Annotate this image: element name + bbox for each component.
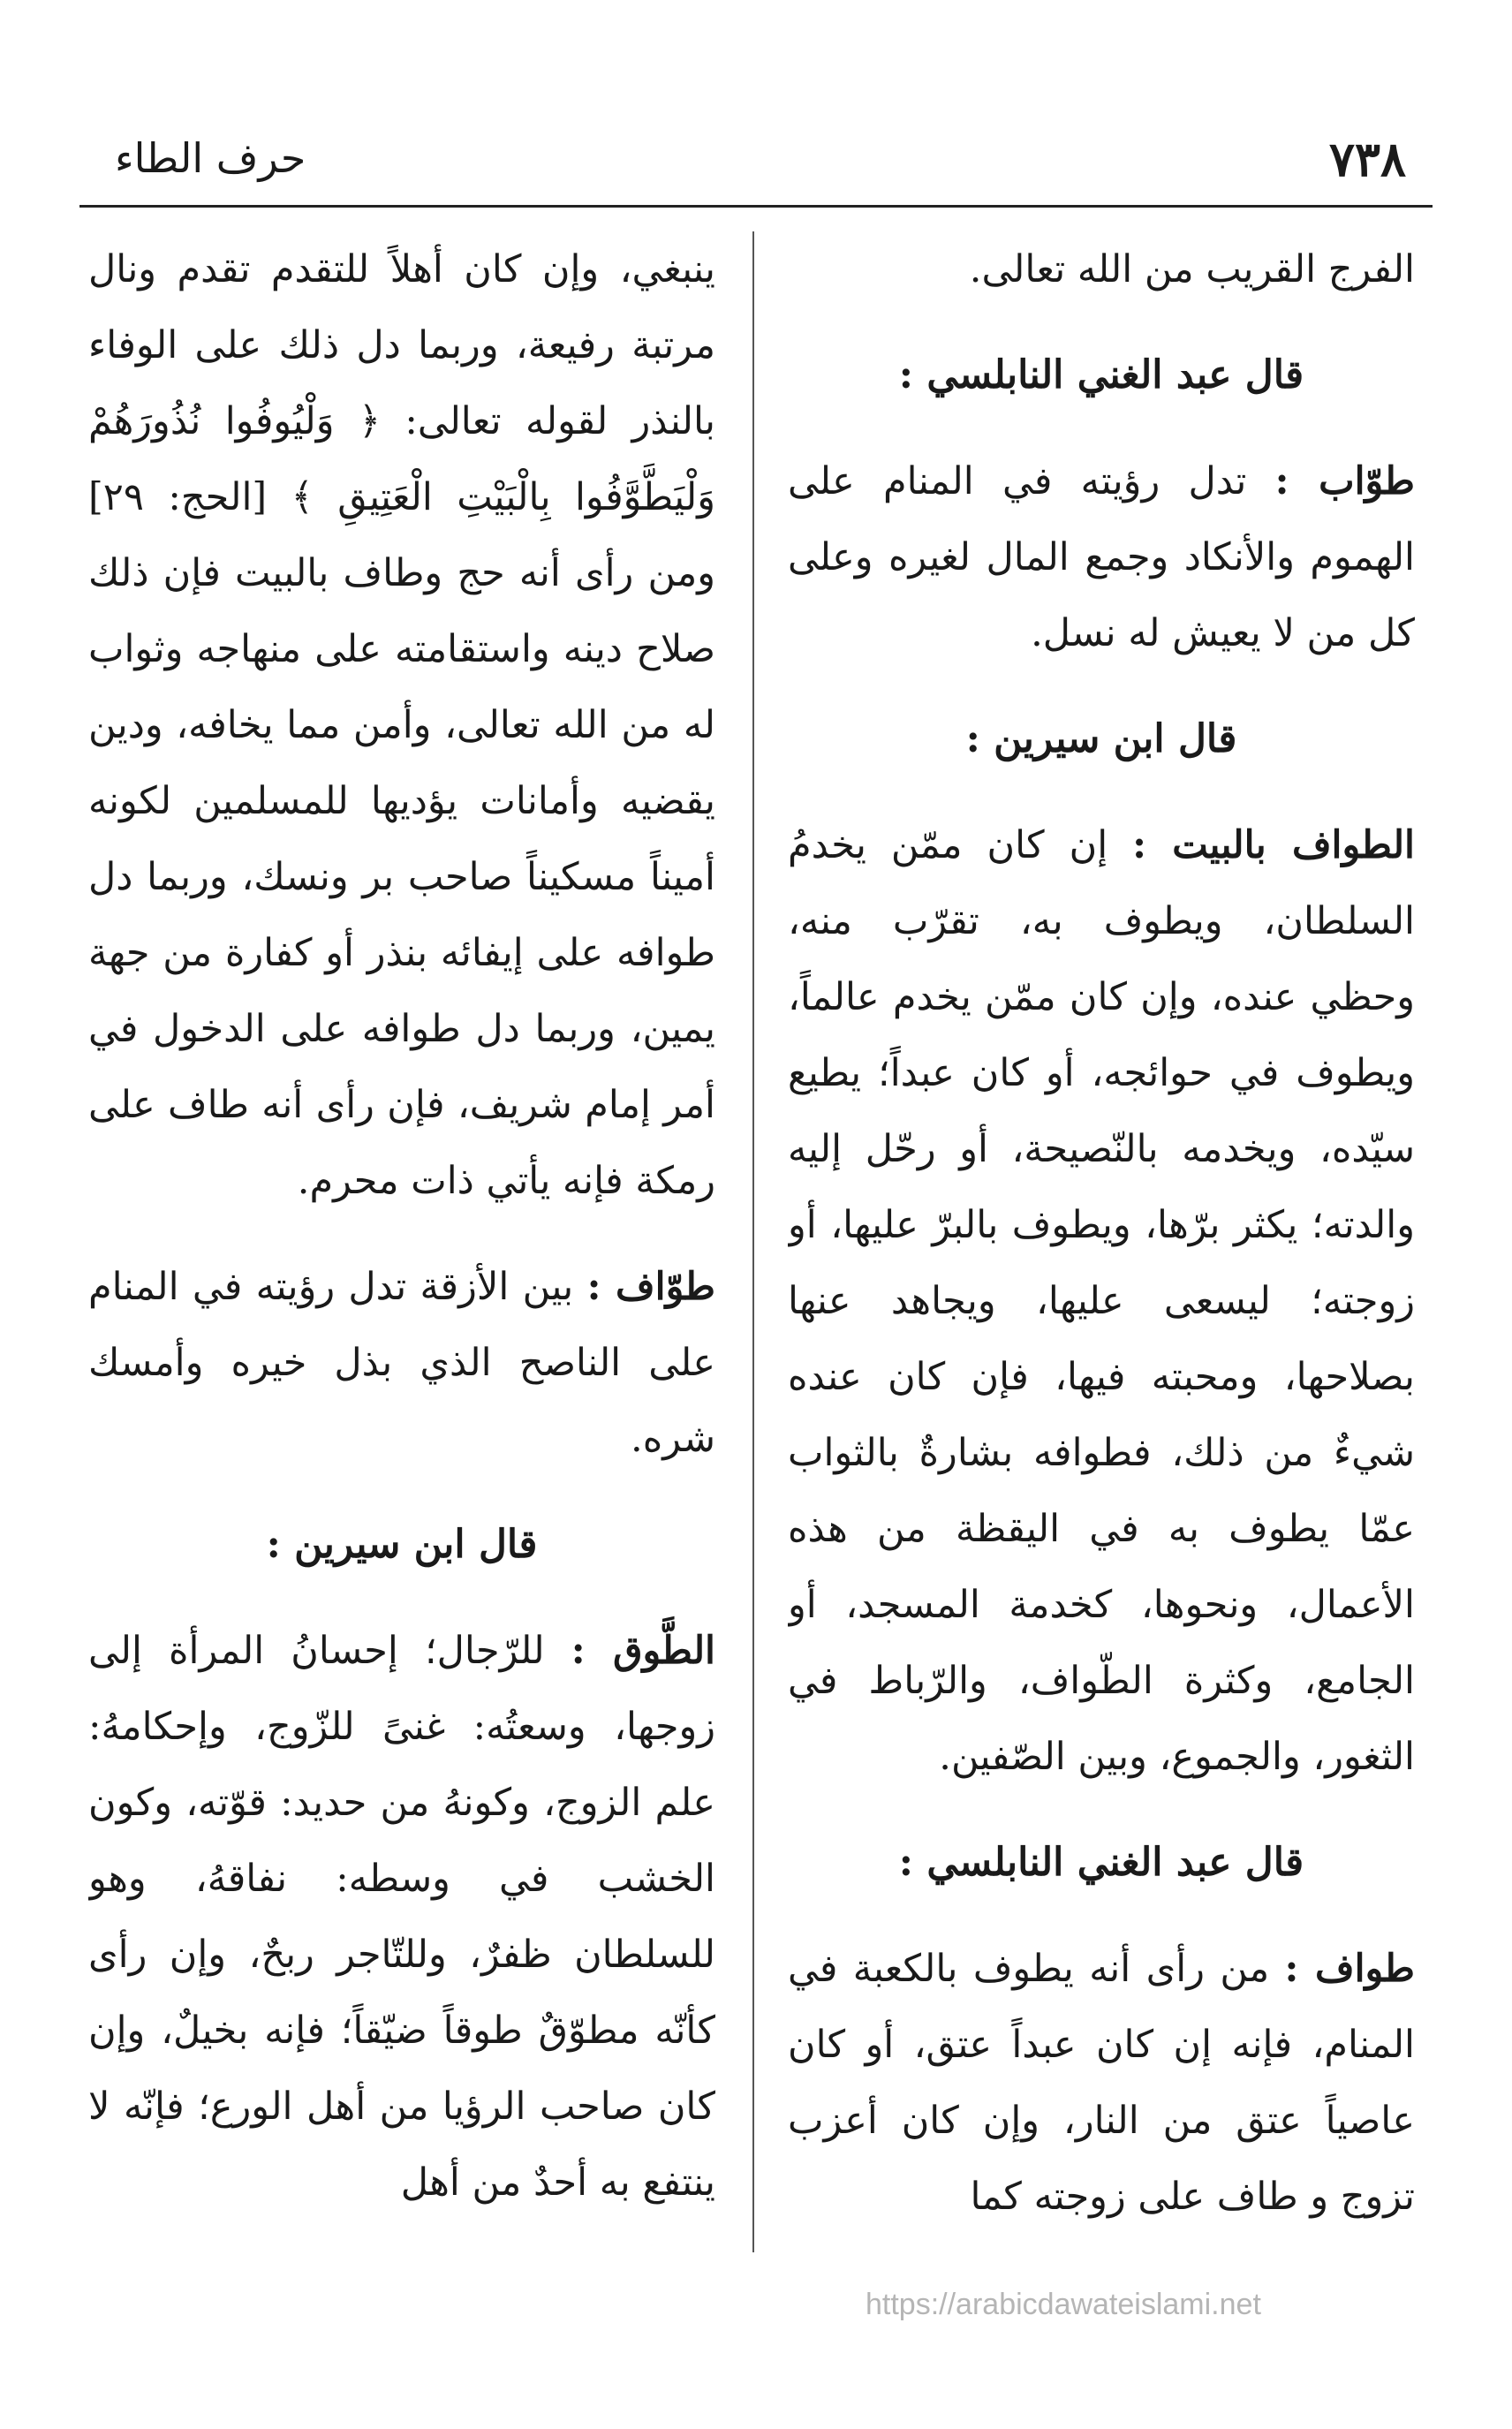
watermark-url: https://arabicdawateislami.net [866, 2288, 1261, 2321]
section-heading: قال عبد الغني النابلسي : [898, 1840, 1304, 1885]
entry-text: من رأى أنه يطوف بالكعبة في المنام، فإنه إن كان عبداً عتق، أو كان عاصياً عتق من النار، وإن كان أعزب تزوج و طاف على زوجته كما [788, 1947, 1415, 2219]
entry-text: تدل رؤيته في المنام على الهموم والأنكاد وجمع المال لغيره وعلى كل من لا يعيش له نسل. [788, 459, 1415, 655]
quran-verse: ﴿ وَلْيُوفُوا نُذُورَهُمْ وَلْيَطَّوَّفُوا بِالْبَيْتِ الْعَتِيقِ ﴾ [88, 399, 715, 519]
column-divider [752, 231, 754, 2252]
entry-term: الطَّوق : [571, 1629, 715, 1673]
paragraph: الفرج القريب من الله تعالى. [969, 247, 1415, 291]
entry-paragraph [788, 807, 1415, 1795]
entry-paragraph [88, 1613, 715, 2221]
entry-text: بين الأزقة تدل رؤيته في المنام على الناصح الذي بذل خيره وأمسك شره. [88, 1265, 715, 1461]
section-heading: قال ابن سيرين : [965, 716, 1237, 761]
left-column [88, 231, 715, 2245]
header-rule [79, 205, 1433, 208]
section-heading: قال عبد الغني النابلسي : [898, 352, 1304, 397]
right-column [788, 231, 1415, 2245]
entry-term: الطواف بالبيت : [1132, 823, 1415, 867]
entry-paragraph [788, 443, 1415, 671]
entry-text: [الحج: ٢٩] ومن رأى أنه حج وطاف بالبيت فإن ذلك صلاح دينه واستقامته على منهاجه وثواب له من الله تعالى، وأمن مما يخافه، ودين يقضيه وأمانات يؤديها للمسلمين لكونه أميناً مسكيناً صاحب بر ونسك، وربما دل طوافه على إيفائه بنذر أو كفارة من جهة يمين، وربما دل طوافه على الدخول في أمر إمام شريف، فإن رأى أنه طاف على رمكة فإنه يأتي ذات محرم. [88, 475, 715, 1203]
entry-term: طوّاف : [586, 1265, 715, 1309]
running-head: حرف الطاء [115, 134, 306, 182]
entry-paragraph [88, 1249, 715, 1477]
entry-text: للرّجال؛ إحسانُ المرأة إلى زوجها، وسعتُه: غنىً للزّوج، وإحكامهُ: علم الزوج، وكونهُ من حديد: قوّته، وكون الخشب في وسطه: نفاقهُ، وهو للسلطان ظفرٌ، وللتّاجر ربحٌ، وإن رأى كأنّه مطوّقٌ طوقاً ضيّقاً؛ فإنه بخيلٌ، وإن كان صاحب الرؤيا من أهل الورع؛ فإنّه لا ينتفع به أحدٌ من أهل [88, 1629, 715, 2205]
entry-paragraph [788, 1931, 1415, 2235]
page-number: ٧٣٨ [1328, 131, 1406, 187]
section-heading: قال ابن سيرين : [266, 1522, 538, 1567]
entry-term: طوّاب : [1274, 459, 1415, 503]
entry-term: طواف : [1284, 1947, 1415, 1991]
page-header [79, 131, 1433, 201]
entry-text: ينبغي، وإن كان أهلاً للتقدم تقدم ونال مرتبة رفيعة، وربما دل ذلك على الوفاء بالنذر لقوله تعالى: [88, 247, 715, 443]
entry-text: إن كان ممّن يخدمُ السلطان، ويطوف به، تقرّب منه، وحظي عنده، وإن كان ممّن يخدم عالماً، ويطوف في حوائجه، أو كان عبداً؛ يطيع سيّده، ويخدمه بالنّصيحة، أو رحّل إليه والدته؛ يكثر برّها، ويطوف بالبرّ عليها، أو زوجته؛ ليسعى عليها، ويجاهد عنها بصلاحها، ومحبته فيها، فإن كان عنده شيءٌ من ذلك، فطوافه بشارةٌ بالثواب عمّا يطوف به في اليقظة من هذه الأعمال، ونحوها، كخدمة المسجد، أو الجامع، وكثرة الطّواف، والرّباط في الثغور، والجموع، وبين الصّفين. [788, 823, 1415, 1779]
entry-paragraph [88, 231, 715, 1219]
